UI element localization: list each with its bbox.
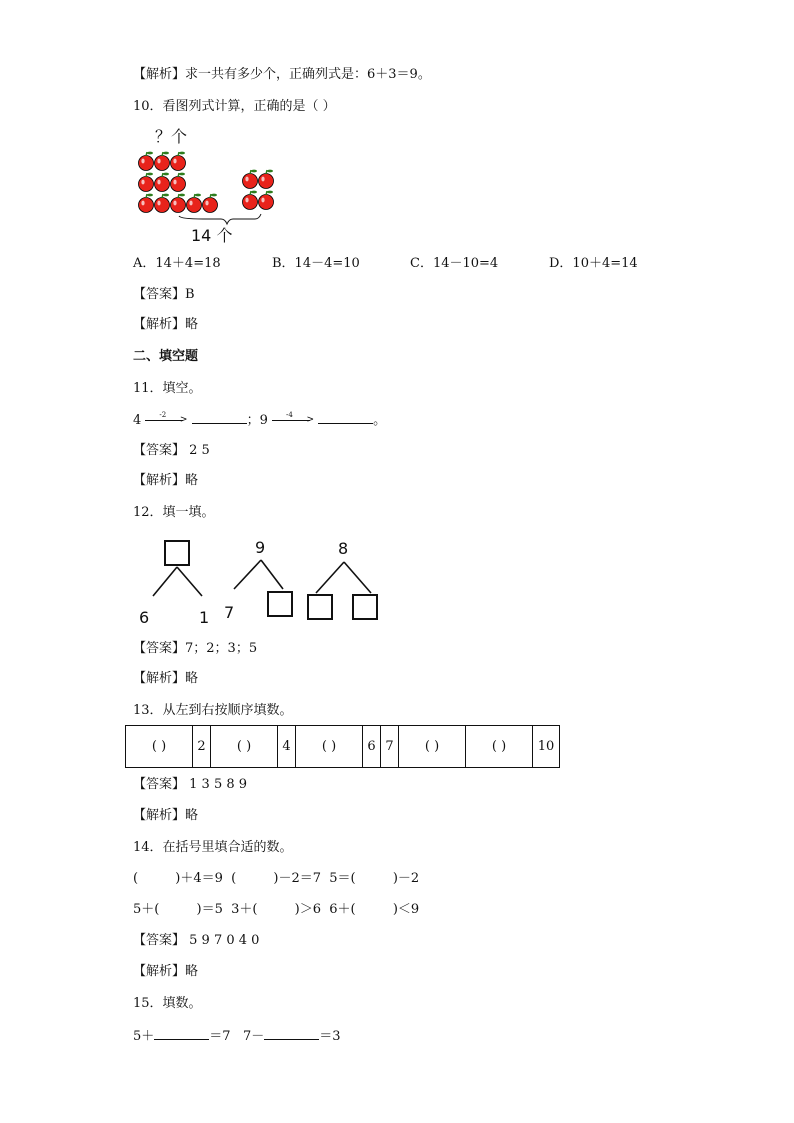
q14-answer: 【答案】 5 9 7 0 4 0 bbox=[133, 933, 260, 948]
apple-icon bbox=[243, 191, 258, 210]
seq-cell[interactable]: ( ) bbox=[211, 726, 278, 768]
q15-part2-suffix: ＝3 bbox=[319, 1029, 341, 1044]
tree1-top-box bbox=[165, 541, 189, 565]
tree3-right-box bbox=[353, 595, 377, 619]
seq-cell[interactable]: ( ) bbox=[466, 726, 533, 768]
apple-icon bbox=[139, 173, 154, 192]
q11-analysis: 【解析】略 bbox=[133, 473, 199, 488]
q10-apple-figure bbox=[133, 124, 283, 249]
apple-icon bbox=[155, 152, 170, 171]
q15-row bbox=[133, 1027, 341, 1046]
q11-stem: 11．填空。 bbox=[133, 381, 202, 396]
q10-analysis: 【解析】略 bbox=[133, 317, 199, 332]
seq-cell: 10 bbox=[533, 726, 560, 768]
q9-analysis: 【解析】求一共有多少个，正确列式是：6＋3＝9。 bbox=[133, 67, 431, 82]
apple-icon bbox=[203, 194, 218, 213]
q12-number-bonds bbox=[133, 536, 393, 628]
tree1-right-num: 1 bbox=[199, 608, 210, 627]
apple-icon bbox=[139, 152, 154, 171]
q10-brace bbox=[179, 214, 261, 224]
tree3-left-box bbox=[308, 595, 332, 619]
seq-cell[interactable]: ( ) bbox=[126, 726, 193, 768]
tree1-left-num: 6 bbox=[139, 608, 150, 627]
q11-mid-num: 9 bbox=[259, 413, 268, 428]
tree2-right-box bbox=[268, 592, 292, 616]
section-title: 二、填空题 bbox=[133, 349, 199, 364]
apple-icon bbox=[139, 194, 154, 213]
q10-answer: 【答案】B bbox=[133, 287, 195, 302]
tree2-top-num: 9 bbox=[255, 538, 266, 557]
q15-blank-1[interactable] bbox=[154, 1027, 209, 1040]
arrow-icon: -4 > bbox=[272, 412, 314, 424]
apple-icon bbox=[155, 194, 170, 213]
q14-stem: 14．在括号里填合适的数。 bbox=[133, 840, 293, 855]
seq-cell: 7 bbox=[381, 726, 399, 768]
arrow-icon: -2 > bbox=[145, 412, 187, 424]
apple-icon bbox=[187, 194, 202, 213]
q13-analysis: 【解析】略 bbox=[133, 808, 199, 823]
q13-answer: 【答案】 1 3 5 8 9 bbox=[133, 777, 248, 792]
q13-sequence-table bbox=[125, 725, 560, 768]
q11-answer: 【答案】 2 5 bbox=[133, 443, 210, 458]
tree3-top-num: 8 bbox=[338, 539, 349, 558]
seq-cell: 2 bbox=[193, 726, 211, 768]
q11-blank-1[interactable] bbox=[192, 411, 247, 424]
q15-part2-prefix: 7－ bbox=[242, 1029, 265, 1044]
q10-option-c: C．14－10=4 bbox=[410, 256, 499, 271]
apple-icon bbox=[259, 191, 274, 210]
q13-stem: 13．从左到右按顺序填数。 bbox=[133, 703, 293, 718]
q10-question-label: ？个 bbox=[155, 127, 188, 146]
q11-blank-2[interactable] bbox=[318, 411, 373, 424]
q14-row-2: 5＋( )＝5 3＋( )＞6 6＋( )＜9 bbox=[133, 902, 420, 917]
q12-stem: 12．填一填。 bbox=[133, 505, 215, 520]
q10-stem: 10．看图列式计算，正确的是（ ） bbox=[133, 99, 336, 114]
q14-analysis: 【解析】略 bbox=[133, 964, 199, 979]
apple-icon bbox=[155, 173, 170, 192]
q11-row bbox=[133, 411, 386, 430]
q12-answer: 【答案】7；2；3；5 bbox=[133, 641, 258, 656]
seq-cell: 4 bbox=[278, 726, 296, 768]
apple-icon bbox=[259, 170, 274, 189]
q12-analysis: 【解析】略 bbox=[133, 671, 199, 686]
q10-option-a: A．14＋4=18 bbox=[133, 256, 221, 271]
q11-separator: ； bbox=[246, 413, 260, 428]
seq-cell[interactable]: ( ) bbox=[296, 726, 363, 768]
seq-cell[interactable]: ( ) bbox=[399, 726, 466, 768]
q14-row-1: ( )＋4＝9 ( )－2＝7 5＝( )－2 bbox=[133, 871, 420, 886]
q15-part1-prefix: 5＋ bbox=[133, 1029, 155, 1044]
q10-option-d: D．10＋4=14 bbox=[549, 256, 638, 271]
arrow-label: -4 bbox=[286, 411, 293, 419]
q11-left-num: 4 bbox=[133, 413, 142, 428]
q10-option-b: B．14－4=10 bbox=[272, 256, 360, 271]
q15-blank-2[interactable] bbox=[264, 1027, 319, 1040]
q15-part1-suffix: ＝7 bbox=[209, 1029, 231, 1044]
apple-icon bbox=[171, 173, 186, 192]
q10-total-label: 14 个 bbox=[191, 226, 233, 245]
apple-icon bbox=[171, 152, 186, 171]
apple-icon bbox=[171, 194, 186, 213]
apple-icon bbox=[243, 170, 258, 189]
tree2-left-num: 7 bbox=[224, 603, 235, 622]
apple-group bbox=[139, 152, 274, 213]
q15-stem: 15．填数。 bbox=[133, 996, 202, 1011]
arrow-label: -2 bbox=[159, 411, 167, 419]
q11-end: 。 bbox=[373, 413, 387, 428]
seq-cell: 6 bbox=[363, 726, 381, 768]
